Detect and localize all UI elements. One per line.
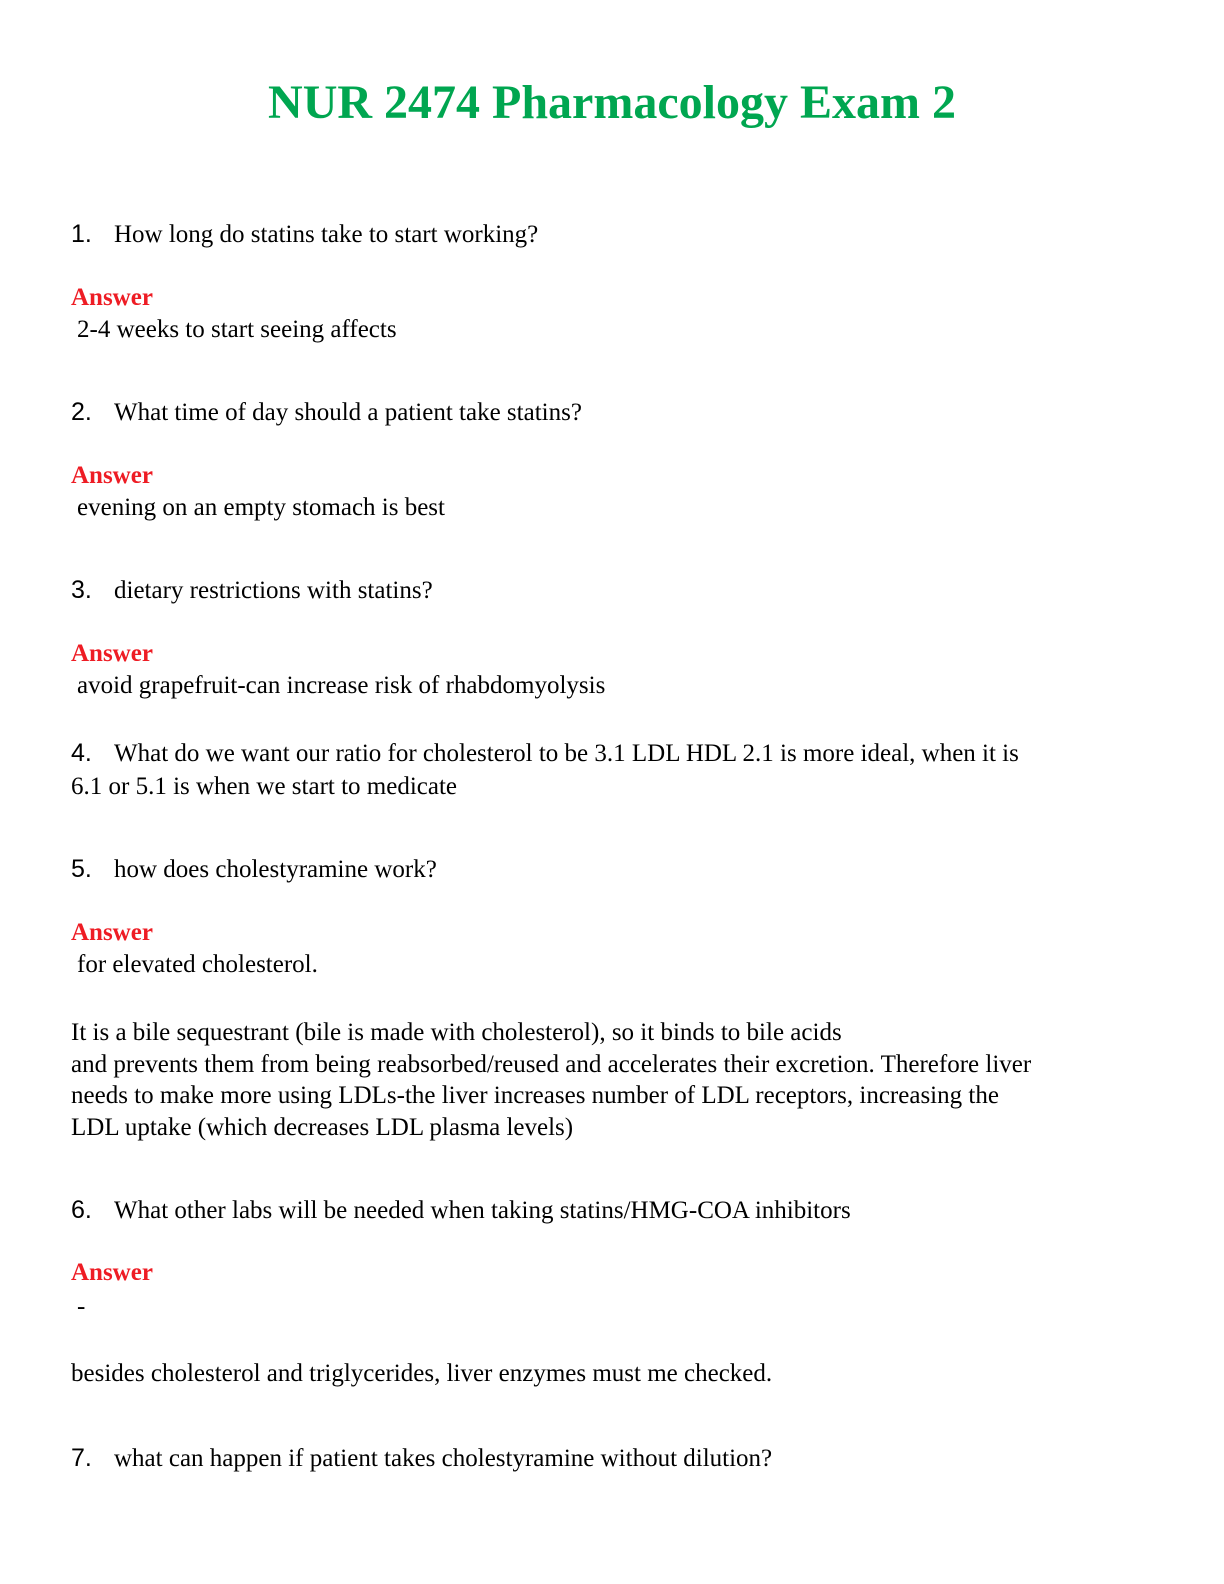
question-text: How long do statins take to start working? xyxy=(114,221,539,248)
explanation-line: LDL uptake (which decreases LDL plasma levels) xyxy=(71,1113,574,1141)
answer-text: avoid grapefruit-can increase risk of rhabdomyolysis xyxy=(77,672,606,699)
answer-explanation: besides cholesterol and triglycerides, liver enzymes must me checked. xyxy=(71,1360,773,1387)
question-2 xyxy=(71,396,582,429)
answer-label: Answer xyxy=(71,462,153,489)
question-5 xyxy=(71,853,437,886)
answer-label: Answer xyxy=(71,640,153,667)
question-text: how does cholestyramine work? xyxy=(114,856,437,883)
answer-label: Answer xyxy=(71,919,153,946)
answer-label: Answer xyxy=(71,284,153,311)
page-title: NUR 2474 Pharmacology Exam 2 xyxy=(268,76,956,129)
answer-text: evening on an empty stomach is best xyxy=(77,494,445,521)
question-text: What other labs will be needed when taking statins/HMG-COA inhibitors xyxy=(114,1197,851,1224)
question-number: 6. xyxy=(71,1196,92,1224)
answer-explanation xyxy=(71,1017,1151,1143)
answer-text: - xyxy=(77,1293,86,1320)
question-4 xyxy=(71,737,1019,770)
question-text: What time of day should a patient take statins? xyxy=(114,399,582,426)
question-text-line-1: What do we want our ratio for cholesterol to be 3.1 LDL HDL 2.1 is more ideal, when it is xyxy=(114,740,1019,767)
answer-text: for elevated cholesterol. xyxy=(77,951,318,978)
question-number: 7. xyxy=(71,1444,92,1472)
question-7 xyxy=(71,1442,772,1475)
question-3 xyxy=(71,574,433,607)
explanation-line: It is a bile sequestrant (bile is made with cholesterol), so it binds to bile acids xyxy=(71,1019,842,1046)
explanation-line: needs to make more using LDLs-the liver increases number of LDL receptors, increasing the xyxy=(71,1082,999,1109)
question-text: dietary restrictions with statins? xyxy=(114,577,433,604)
question-6 xyxy=(71,1194,851,1227)
question-number: 2. xyxy=(71,398,92,426)
question-4-continued: 6.1 or 5.1 is when we start to medicate xyxy=(71,773,458,800)
question-number: 3. xyxy=(71,576,92,604)
answer-text: 2-4 weeks to start seeing affects xyxy=(77,316,397,343)
question-number: 1. xyxy=(71,220,92,248)
explanation-line: and prevents them from being reabsorbed/reused and accelerates their excretion. Therefore liver xyxy=(71,1050,1032,1078)
answer-label: Answer xyxy=(71,1259,153,1286)
question-number: 4. xyxy=(71,739,92,767)
question-1 xyxy=(71,218,538,251)
question-text: what can happen if patient takes cholestyramine without dilution? xyxy=(114,1445,773,1472)
question-number: 5. xyxy=(71,855,92,883)
